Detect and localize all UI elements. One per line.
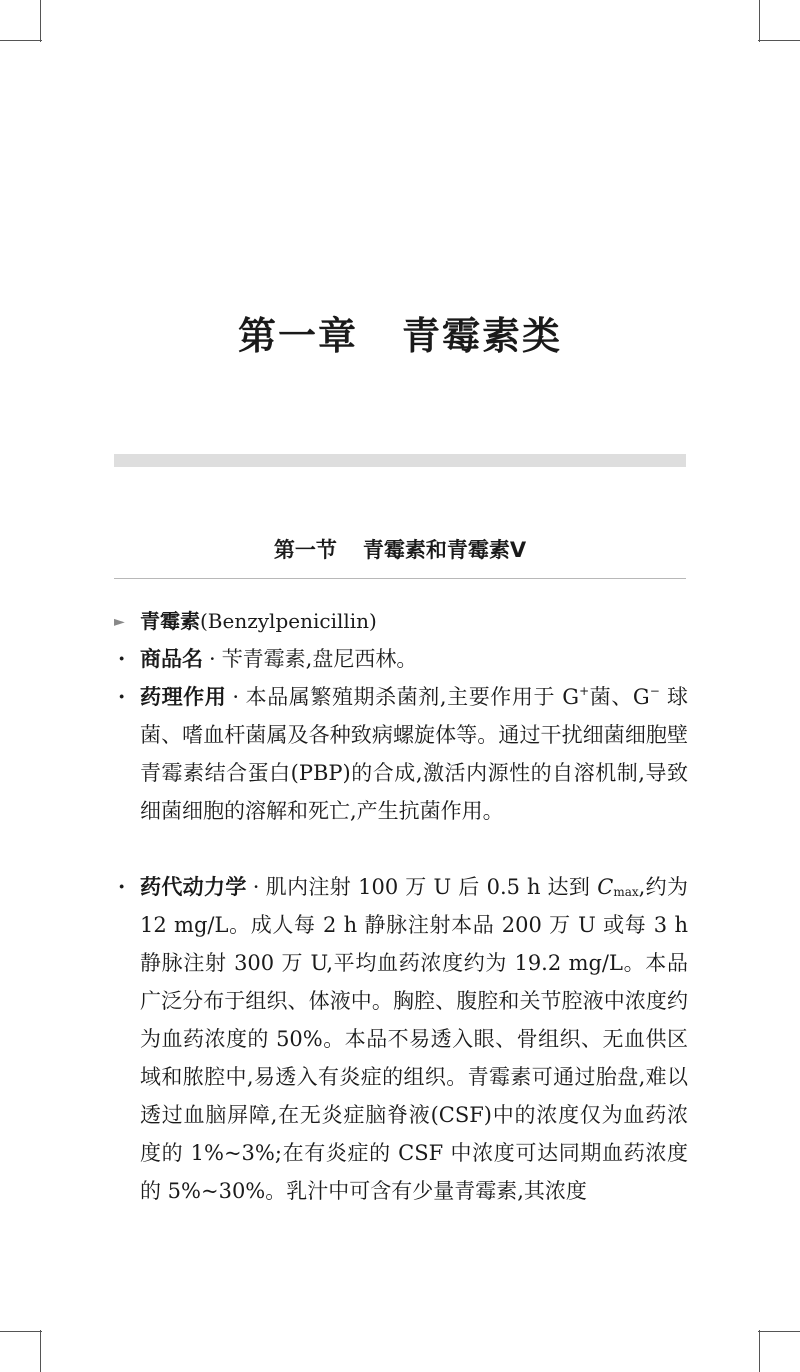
drug-name-cn: 青霉素 [140,609,200,633]
pharmacokinetics-paragraph: · 药代动力学 · 肌内注射 100 万 U 后 0.5 h 达到 $C_{max}$,约为 12 mg/L。成人每 2 h 静脉注射本品 200 万 U 或每 3 h 静脉注射 300 万 U,平均血药浓度约为 19.2 mg/L。本品广泛分布于组织、体液中。胸腔、腹腔和关节腔液中浓度约为血药浓度的 50%。本品不易透入眼、骨组织、无血供区域和脓腔中,易透入有炎症的组织。青霉素可通过胎盘,难以透过血脑屏障,在无炎症脑脊液(CSF)中的浓度仅为血药浓度的 1%~3%;在有炎症的 CSF 中浓度可达同期血药浓度的 5%~30%。乳汁中可含有少量青霉素,其浓度 [118,874,688,1203]
chapter-name: 青霉素类 [402,313,563,358]
chapter-number: 第一章 [237,313,358,358]
chapter-divider-bar [114,454,686,467]
gram-positive-superscript: + [579,684,590,698]
trade-names-text: 苄青霉素,盘尼西林。 [221,647,418,671]
crop-mark-top-right-h [758,40,800,41]
section-name: 青霉素和青霉素Ⅴ [362,538,527,562]
term-separator: · [252,875,260,899]
drug-name-en: (Benzylpenicillin) [200,609,377,633]
crop-mark-bottom-left-h [0,1331,42,1332]
cmax-symbol: C [597,875,614,899]
chapter-title [0,305,800,360]
trade-names-paragraph: · 商品名 · 苄青霉素,盘尼西林。 [118,646,418,671]
pharmacokinetics-text-1: 肌内注射 100 万 U 后 0.5 h 达到 [265,875,598,899]
drug-heading [114,606,694,637]
pharmacology-paragraph: · 药理作用 · 本品属繁殖期杀菌剂,主要作用于 G+菌、G− 球菌、嗜血杆菌属及各种致病螺旋体等。通过干扰细菌细胞壁青霉素结合蛋白(PBP)的合成,激活内源性的自溶机制,导致细菌细胞的溶解和死亡,产生抗菌作用。 [118,684,689,823]
section-title [0,534,800,564]
term-separator: · [209,647,216,671]
crop-mark-top-right-v [759,0,760,42]
gram-negative-superscript: − [649,684,660,698]
crop-mark-top-left-h [0,40,42,41]
section-rule [114,578,686,579]
trade-names-term: 商品名 [140,647,203,671]
pharmacokinetics-text-2: ,约为 12 mg/L。成人每 2 h 静脉注射本品 200 万 U 或每 3 h 静脉注射 300 万 U,平均血药浓度约为 19.2 mg/L。本品广泛分布于组织、体液中。胸腔、腹腔和关节腔液中浓度约为血药浓度的 50%。本品不易透入眼、骨组织、无血供区域和脓腔中,易透入有炎症的组织。青霉素可通过胎盘,难以透过血脑屏障,在无炎症脑脊液(CSF)中的浓度仅为血药浓度的 1%~3%;在有炎症的 CSF 中浓度可达同期血药浓度的 5%~30%。乳汁中可含有少量青霉素,其浓度 [140,875,688,1203]
pharmacology-term: 药理作用 [140,685,227,709]
cmax-subscript: max [613,885,639,899]
pharmacology-text-1: 本品属繁殖期杀菌剂,主要作用于 G [245,685,580,709]
term-separator: · [232,685,240,709]
pharmacokinetics-term: 药代动力学 [140,875,247,899]
crop-mark-bottom-right-h [758,1331,800,1332]
triangle-arrow-icon: ► [114,614,125,630]
pharmacology-text-3: 球菌、嗜血杆菌属及各种致病螺旋体等。通过干扰细菌细胞壁青霉素结合蛋白(PBP)的合成,激活内源性的自溶机制,导致细菌细胞的溶解和死亡,产生抗菌作用。 [140,685,689,823]
pharmacology-text-2: 菌、G [589,685,650,709]
crop-mark-bottom-right-v [759,1330,760,1372]
crop-mark-top-left-v [40,0,41,42]
crop-mark-bottom-left-v [40,1330,41,1372]
section-number: 第一节 [273,538,337,562]
